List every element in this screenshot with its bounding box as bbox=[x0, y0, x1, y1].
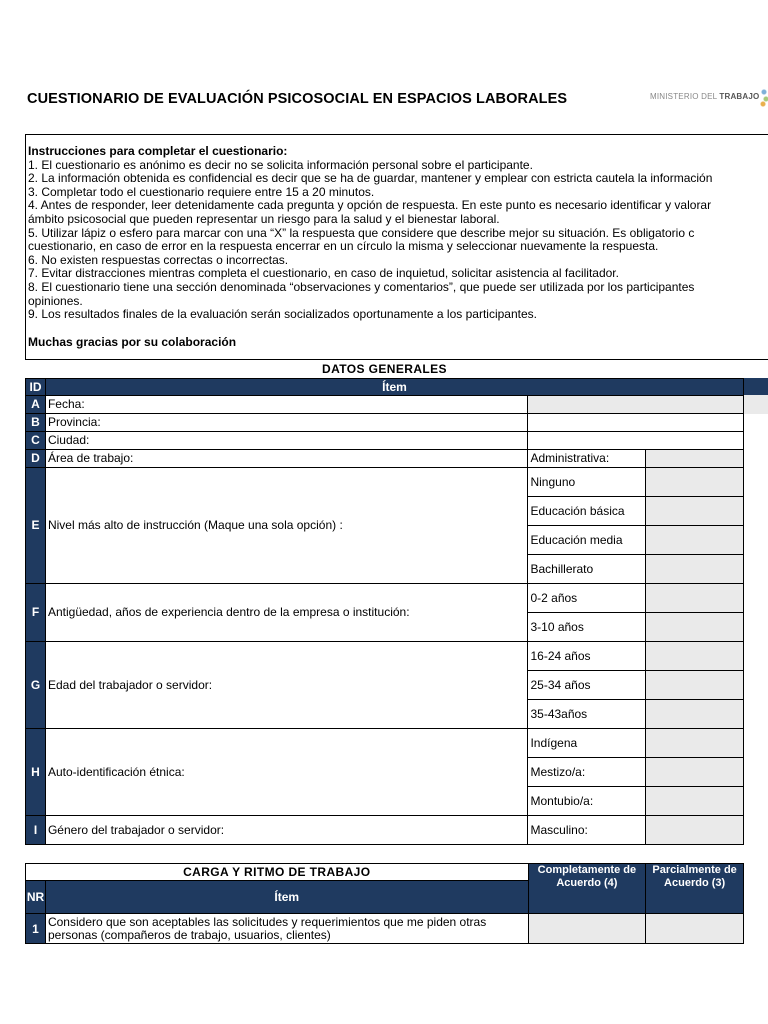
option-checkbox[interactable] bbox=[646, 815, 744, 844]
answer-parcialmente[interactable] bbox=[646, 914, 744, 944]
option-checkbox[interactable] bbox=[646, 757, 744, 786]
instruction-line: 7. Evitar distracciones mientras completa el cuestionario, en caso de inquietud, solicitar asistencia al facilitador. bbox=[28, 266, 619, 281]
row-label-fecha: Fecha: bbox=[45, 395, 528, 413]
instructions-heading: Instrucciones para completar el cuestionario: bbox=[28, 144, 288, 158]
option-label: Ninguno bbox=[528, 467, 646, 496]
row-id: I bbox=[26, 815, 46, 844]
question-text bbox=[45, 914, 528, 944]
option-label: Educación básica bbox=[528, 496, 646, 525]
col-nr-header: NR bbox=[26, 881, 46, 914]
row-id: A bbox=[26, 395, 46, 413]
instructions-box bbox=[25, 134, 768, 360]
provincia-input[interactable] bbox=[528, 413, 744, 431]
instruction-line: 1. El cuestionario es anónimo es decir no se solicita información personal sobre el participante. bbox=[28, 157, 533, 172]
logo-bold: TRABAJO bbox=[719, 92, 760, 101]
option-label: Mestizo/a: bbox=[528, 757, 646, 786]
option-checkbox[interactable] bbox=[646, 699, 744, 728]
section-title-general: DATOS GENERALES bbox=[322, 361, 447, 376]
ciudad-input[interactable] bbox=[528, 431, 744, 449]
row-id: H bbox=[26, 728, 46, 815]
option-checkbox[interactable] bbox=[646, 728, 744, 757]
col-id-header: ID bbox=[26, 378, 46, 395]
instruction-line: opiniones. bbox=[28, 293, 83, 308]
option-checkbox[interactable] bbox=[646, 496, 744, 525]
page-title: CUESTIONARIO DE EVALUACIÓN PSICOSOCIAL EN ESPACIOS LABORALES bbox=[27, 91, 568, 107]
instruction-line: 2. La información obtenida es confidencial es decir que se ha de guardar, mantener y emplear con estricta cautela la información bbox=[28, 171, 713, 186]
row-id: C bbox=[26, 431, 46, 449]
row-label-ciudad: Ciudad: bbox=[45, 431, 528, 449]
row-nr: 1 bbox=[26, 914, 46, 944]
option-label: 3-10 años bbox=[528, 612, 646, 641]
ministry-logo bbox=[650, 92, 759, 101]
option-label: Montubio/a: bbox=[528, 786, 646, 815]
instruction-line: 8. El cuestionario tiene una sección denominada “observaciones y comentarios”, que puede ser utilizada por los participantes bbox=[28, 279, 695, 294]
option-label: Indígena bbox=[528, 728, 646, 757]
workload-table bbox=[25, 863, 744, 944]
instruction-line: cuestionario, en caso de error en la respuesta encerrar en un círculo la misma y seleccionar nuevamente la respuesta. bbox=[28, 239, 659, 254]
row-id: G bbox=[26, 641, 46, 728]
option-label: Masculino: bbox=[528, 815, 646, 844]
logo-mark-icon bbox=[760, 84, 768, 110]
instruction-line: 6. No existen respuestas correctas o incorrectas. bbox=[28, 252, 289, 267]
row-id: B bbox=[26, 413, 46, 431]
answer-completamente[interactable] bbox=[528, 914, 646, 944]
instruction-line: 4. Antes de responder, leer detenidamente cada pregunta y opción de respuesta. En este punto es necesario identificar y valorar bbox=[28, 198, 712, 213]
general-data-table bbox=[25, 360, 744, 845]
instruction-line: 5. Utilizar lápiz o esfero para marcar con una “X” la respuesta que considere que describe mejor su situación. Es obligatorio c bbox=[28, 225, 695, 240]
header-stripe bbox=[744, 378, 768, 395]
fecha-input[interactable] bbox=[528, 395, 744, 413]
thanks-text: Muchas gracias por su colaboración bbox=[28, 334, 237, 349]
col-completamente-header: Completamente de Acuerdo (4) bbox=[528, 864, 646, 914]
col-item-header: Ítem bbox=[45, 378, 743, 395]
row-label-antiguedad: Antigüedad, años de experiencia dentro de la empresa o institución: bbox=[45, 583, 528, 641]
row-id: D bbox=[26, 449, 46, 467]
option-label: Educación media bbox=[528, 525, 646, 554]
instruction-line: 3. Completar todo el cuestionario requiere entre 15 a 20 minutos. bbox=[28, 184, 375, 199]
row-label-provincia: Provincia: bbox=[45, 413, 528, 431]
option-checkbox[interactable] bbox=[646, 612, 744, 641]
row-label-area: Área de trabajo: bbox=[45, 449, 528, 467]
instruction-line: 9. Los resultados finales de la evaluación serán socializados oportunamente a los participantes. bbox=[28, 307, 537, 322]
logo-prefix: MINISTERIO DEL bbox=[650, 92, 720, 101]
question-line: personas (compañeros de trabajo, usuarios, clientes) bbox=[47, 927, 331, 942]
option-label: 16-24 años bbox=[528, 641, 646, 670]
option-label: Bachillerato bbox=[528, 554, 646, 583]
option-checkbox[interactable] bbox=[646, 641, 744, 670]
section-title-workload: CARGA Y RITMO DE TRABAJO bbox=[26, 864, 529, 881]
option-checkbox[interactable] bbox=[646, 525, 744, 554]
question-line: Considero que son aceptables las solicitudes y requerimientos que me piden otras bbox=[47, 914, 487, 929]
row-id: F bbox=[26, 583, 46, 641]
instruction-line: ámbito psicosocial que pueden representar un riesgo para la salud y el bienestar laboral. bbox=[28, 211, 500, 226]
option-checkbox[interactable] bbox=[646, 583, 744, 612]
option-checkbox[interactable] bbox=[646, 449, 744, 467]
option-checkbox[interactable] bbox=[646, 786, 744, 815]
row-label-instruccion: Nivel más alto de instrucción (Maque una sola opción) : bbox=[45, 467, 528, 583]
option-checkbox[interactable] bbox=[646, 670, 744, 699]
row-id: E bbox=[26, 467, 46, 583]
row-label-etnica: Auto-identificación étnica: bbox=[45, 728, 528, 815]
option-label: 0-2 años bbox=[528, 583, 646, 612]
option-checkbox[interactable] bbox=[646, 467, 744, 496]
col-parcialmente-header: Parcialmente de Acuerdo (3) bbox=[646, 864, 744, 914]
col-item-header: Ítem bbox=[45, 881, 528, 914]
option-label: 25-34 años bbox=[528, 670, 646, 699]
option-label: 35-43años bbox=[528, 699, 646, 728]
option-checkbox[interactable] bbox=[646, 554, 744, 583]
row-label-edad: Edad del trabajador o servidor: bbox=[45, 641, 528, 728]
option-label: Administrativa: bbox=[528, 449, 646, 467]
gray-stripe bbox=[744, 395, 768, 414]
row-label-genero: Género del trabajador o servidor: bbox=[45, 815, 528, 844]
